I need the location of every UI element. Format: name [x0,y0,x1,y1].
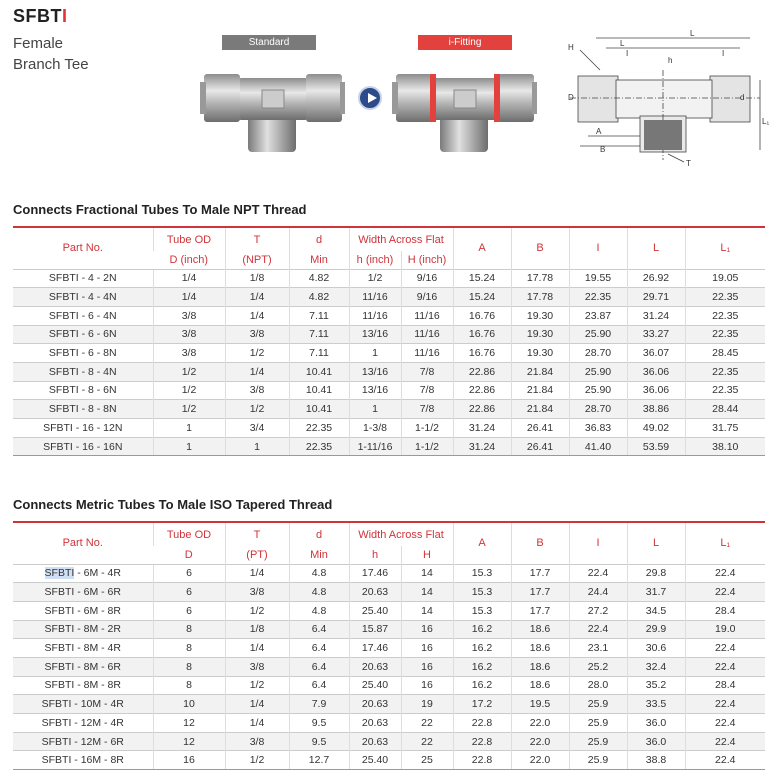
value-cell: 13/16 [349,325,401,344]
value-cell: 17.46 [349,564,401,583]
table-row [13,419,765,438]
value-cell: 7/8 [401,400,453,419]
value-cell: 22.35 [685,306,765,325]
value-cell: 16 [153,751,225,770]
value-cell: 17.7 [511,583,569,602]
value-cell: 15.24 [453,269,511,288]
svg-text:I: I [626,49,629,58]
value-cell: 19.55 [569,269,627,288]
value-cell: 22.4 [685,695,765,714]
value-cell: 25.9 [569,695,627,714]
part-number-cell: SFBTI - 8M - 4R [13,639,153,658]
table-row [13,657,765,676]
svg-text:L: L [620,39,625,48]
value-cell: 38.10 [685,437,765,456]
value-cell: 19.30 [511,306,569,325]
value-cell: 3/4 [225,419,289,438]
value-cell: 35.2 [627,676,685,695]
value-cell: 15.3 [453,601,511,620]
value-cell: 16 [401,657,453,676]
part-number-cell: SFBTI - 10M - 4R [13,695,153,714]
value-cell: 36.07 [627,344,685,363]
value-cell: 22.35 [289,437,349,456]
table-row [13,362,765,381]
value-cell: 22.35 [685,288,765,307]
value-cell: 23.1 [569,639,627,658]
value-cell: 22 [401,732,453,751]
standard-label: Standard [222,35,316,50]
value-cell: 6.4 [289,676,349,695]
value-cell: 1/4 [153,269,225,288]
value-cell: 22.4 [569,620,627,639]
table-row [13,306,765,325]
value-cell: 20.63 [349,657,401,676]
svg-text:d: d [740,93,745,102]
svg-text:T: T [686,159,691,168]
value-cell: 31.7 [627,583,685,602]
value-cell: 1/4 [225,564,289,583]
value-cell: 18.6 [511,676,569,695]
value-cell: 18.6 [511,620,569,639]
value-cell: 26.41 [511,437,569,456]
svg-text:B: B [600,145,606,154]
value-cell: 9.5 [289,714,349,733]
value-cell: 31.75 [685,419,765,438]
value-cell: 3/8 [225,732,289,751]
value-cell: 25.40 [349,751,401,770]
value-cell: 15.3 [453,564,511,583]
value-cell: 36.0 [627,732,685,751]
value-cell: 21.84 [511,400,569,419]
value-cell: 1-1/2 [401,437,453,456]
part-number-cell: SFBTI - 6 - 8N [13,344,153,363]
table1-body [13,269,765,456]
value-cell: 22.8 [453,732,511,751]
value-cell: 29.9 [627,620,685,639]
value-cell: 11/16 [401,344,453,363]
value-cell: 20.63 [349,583,401,602]
value-cell: 53.59 [627,437,685,456]
table-row [13,639,765,658]
value-cell: 36.06 [627,381,685,400]
part-number-cell: SFBTI - 4 - 4N [13,288,153,307]
table-row [13,583,765,602]
value-cell: 14 [401,583,453,602]
standard-tee-photo [200,60,345,160]
part-number-cell: SFBTI - 16M - 8R [13,751,153,770]
value-cell: 33.27 [627,325,685,344]
table1-title: Connects Fractional Tubes To Male NPT Thread [13,202,307,217]
value-cell: 23.87 [569,306,627,325]
value-cell: 11/16 [349,306,401,325]
value-cell: 25.90 [569,362,627,381]
value-cell: 25.40 [349,676,401,695]
value-cell: 18.6 [511,639,569,658]
value-cell: 6 [153,601,225,620]
value-cell: 3/8 [225,583,289,602]
table-row [13,288,765,307]
value-cell: 22.4 [685,583,765,602]
part-number-cell: SFBTI - 8M - 6R [13,657,153,676]
value-cell: 1/8 [225,620,289,639]
value-cell: 24.4 [569,583,627,602]
value-cell: 8 [153,657,225,676]
value-cell: 22.35 [685,381,765,400]
value-cell: 1-1/2 [401,419,453,438]
value-cell: 19.05 [685,269,765,288]
value-cell: 17.7 [511,564,569,583]
value-cell: 1/2 [225,400,289,419]
table2-title: Connects Metric Tubes To Male ISO Tapered Thread [13,497,333,512]
value-cell: 9/16 [401,288,453,307]
value-cell: 3/8 [153,306,225,325]
value-cell: 1/2 [349,269,401,288]
table-row [13,695,765,714]
value-cell: 22.4 [685,657,765,676]
value-cell: 1/2 [153,362,225,381]
part-number-cell: SFBTI - 6M - 8R [13,601,153,620]
value-cell: 22.35 [685,325,765,344]
part-number-cell: SFBTI - 6M - 6R [13,583,153,602]
value-cell: 25.9 [569,732,627,751]
value-cell: 13/16 [349,381,401,400]
value-cell: 1/2 [225,344,289,363]
value-cell: 22.4 [685,564,765,583]
value-cell: 16 [401,676,453,695]
value-cell: 11/16 [401,325,453,344]
value-cell: 34.5 [627,601,685,620]
value-cell: 22.4 [685,751,765,770]
part-number-cell: SFBTI - 8M - 2R [13,620,153,639]
value-cell: 16.76 [453,325,511,344]
value-cell: 7/8 [401,362,453,381]
value-cell: 4.8 [289,564,349,583]
part-number-cell: SFBTI - 8M - 8R [13,676,153,695]
ifitting-label: i-Fitting [418,35,512,50]
value-cell: 19.5 [511,695,569,714]
value-cell: 1/4 [225,639,289,658]
value-cell: 29.8 [627,564,685,583]
product-subtitle: Female Branch Tee [13,35,89,73]
value-cell: 28.70 [569,344,627,363]
value-cell: 1/2 [225,601,289,620]
value-cell: 15.24 [453,288,511,307]
table-row [13,269,765,288]
value-cell: 22.0 [511,714,569,733]
value-cell: 26.92 [627,269,685,288]
value-cell: 1/2 [225,751,289,770]
value-cell: 6.4 [289,657,349,676]
value-cell: 1/8 [225,269,289,288]
value-cell: 16.2 [453,620,511,639]
value-cell: 10.41 [289,400,349,419]
value-cell: 7.11 [289,306,349,325]
value-cell: 22.86 [453,400,511,419]
part-number-cell: SFBTI - 16 - 16N [13,437,153,456]
table-row [13,732,765,751]
value-cell: 10.41 [289,362,349,381]
value-cell: 32.4 [627,657,685,676]
svg-text:h: h [668,56,673,65]
value-cell: 19 [401,695,453,714]
value-cell: 8 [153,639,225,658]
value-cell: 13/16 [349,362,401,381]
svg-text:D: D [568,93,574,102]
value-cell: 30.6 [627,639,685,658]
table-row [13,601,765,620]
dimension-drawing [560,30,768,170]
value-cell: 22.4 [569,564,627,583]
value-cell: 25.2 [569,657,627,676]
part-number-cell: SFBTI - 8 - 6N [13,381,153,400]
value-cell: 8 [153,676,225,695]
value-cell: 29.71 [627,288,685,307]
value-cell: 41.40 [569,437,627,456]
value-cell: 4.8 [289,601,349,620]
value-cell: 3/8 [225,381,289,400]
value-cell: 21.84 [511,381,569,400]
svg-text:H: H [568,43,574,52]
value-cell: 22.35 [685,362,765,381]
fractional-spec-table: Part No. Tube OD T d Width Across Flat A B I L L₁ D (inch) (NPT) Min h (inch) H (inch) SFBTI - 4 - 2N 1/4 1/8 4.82 1/2 9/16 15.24 17.78 19.55 26.92 19.05 SFBTI - 4 - 4N 1/4 1/4 4.82 11/16 9/16 15.24 17.78 22.35 29.71 22.35 SFBTI - 6 - 4N 3/8 1/4 7.11 11/16 11/16 16.76 19.30 23.87 31.24 22.35 SFBTI - 6 - 6N 3/8 3/8 7.11 13/16 11/16 16.76 19.30 25.90 33.27 22.35 SFBTI - 6 - 8N 3/8 1/2 7.11 1 11/16 16.76 19.30 28.70 36.07 28.45 SFBTI - 8 - 4N 1/2 1/4 10.41 13/16 7/8 22.86 21.84 25.90 36.06 22.35 SFBTI - 8 - 6N 1/2 3/8 10.41 13/16 7/8 22.86 21.84 25.90 36.06 22.35 SFBTI - 8 - 8N 1/2 1/2 10.41 1 7/8 22.86 21.84 28.70 38.86 28.44 SFBTI - 16 - 12N 1 3/4 22.35 1-3/8 1-1/2 31.24 26.41 36.83 49.02 31.75 SFBTI - 16 - 16N 1 1 22.35 1-11/16 1-1/2 31.24 26.41 41.40 53.59 38.10 [13,226,765,456]
value-cell: 12 [153,714,225,733]
value-cell: 6 [153,583,225,602]
part-number-cell: SFBTI - 6 - 4N [13,306,153,325]
value-cell: 33.5 [627,695,685,714]
value-cell: 1 [153,437,225,456]
value-cell: 9/16 [401,269,453,288]
value-cell: 1/4 [225,714,289,733]
value-cell: 20.63 [349,695,401,714]
value-cell: 7.11 [289,325,349,344]
value-cell: 19.0 [685,620,765,639]
value-cell: 17.2 [453,695,511,714]
value-cell: 1-3/8 [349,419,401,438]
value-cell: 12 [153,732,225,751]
value-cell: 8 [153,620,225,639]
table-row [13,325,765,344]
value-cell: 31.24 [453,419,511,438]
svg-text:L₁: L₁ [762,117,769,126]
part-number-cell: SFBTI - 12M - 6R [13,732,153,751]
value-cell: 3/8 [153,325,225,344]
value-cell: 14 [401,564,453,583]
value-cell: 4.82 [289,288,349,307]
metric-spec-table: Part No. Tube OD T d Width Across Flat A B I L L₁ D (PT) Min h H SFBTI - 6M - 4R 6 1/4 4.8 17.46 14 15.3 17.7 22.4 29.8 22.4 SFBTI - 6M - 6R 6 3/8 4.8 20.63 14 15.3 17.7 24.4 31.7 22.4 SFBTI - 6M - 8R 6 1/2 4.8 25.40 14 15.3 17.7 27.2 34.5 28.4 SFBTI - 8M - 2R 8 1/8 6.4 15.87 16 16.2 18.6 22.4 29.9 19.0 SFBTI - 8M - 4R 8 1/4 6.4 17.46 16 16.2 18.6 23.1 30.6 22.4 SFBTI - 8M - 6R 8 3/8 6.4 20.63 16 16.2 18.6 25.2 32.4 22.4 SFBTI - 8M - 8R 8 1/2 6.4 25.40 16 16.2 18.6 28.0 35.2 28.4 SFBTI - 10M - 4R 10 1/4 7.9 20.63 19 17.2 19.5 25.9 33.5 22.4 SFBTI - 12M - 4R 12 1/4 9.5 20.63 22 22.8 22.0 25.9 36.0 22.4 SFBTI - 12M - 6R 12 3/8 9.5 20.63 22 22.8 22.0 25.9 36.0 22.4 SFBTI - 16M - 8R 16 1/2 12.7 25.40 25 22.8 22.0 25.9 38.8 22.4 [13,521,765,770]
value-cell: 16 [401,639,453,658]
value-cell: 36.0 [627,714,685,733]
value-cell: 7.11 [289,344,349,363]
value-cell: 3/8 [153,344,225,363]
product-title: SFBTI [13,6,68,26]
value-cell: 1 [349,400,401,419]
value-cell: 4.8 [289,583,349,602]
value-cell: 6 [153,564,225,583]
value-cell: 16 [401,620,453,639]
value-cell: 16.76 [453,306,511,325]
value-cell: 17.7 [511,601,569,620]
value-cell: 25.90 [569,381,627,400]
value-cell: 16.2 [453,657,511,676]
value-cell: 15.87 [349,620,401,639]
value-cell: 19.30 [511,325,569,344]
value-cell: 1 [349,344,401,363]
value-cell: 20.63 [349,714,401,733]
value-cell: 1/2 [153,400,225,419]
value-cell: 36.83 [569,419,627,438]
value-cell: 22.4 [685,639,765,658]
value-cell: 38.86 [627,400,685,419]
value-cell: 26.41 [511,419,569,438]
value-cell: 1/4 [225,288,289,307]
table-row [13,714,765,733]
value-cell: 1/2 [153,381,225,400]
value-cell: 22 [401,714,453,733]
value-cell: 1/4 [225,695,289,714]
value-cell: 28.4 [685,676,765,695]
value-cell: 6.4 [289,620,349,639]
table-row [13,676,765,695]
value-cell: 25.9 [569,714,627,733]
value-cell: 28.70 [569,400,627,419]
part-number-cell: SFBTI - 6 - 6N [13,325,153,344]
value-cell: 22.8 [453,714,511,733]
play-arrow-icon [358,86,382,110]
value-cell: 27.2 [569,601,627,620]
value-cell: 22.0 [511,751,569,770]
ifitting-tee-photo [392,60,537,160]
value-cell: 22.8 [453,751,511,770]
value-cell: 6.4 [289,639,349,658]
value-cell: 16.2 [453,676,511,695]
value-cell: 1 [153,419,225,438]
value-cell: 36.06 [627,362,685,381]
table-row [13,400,765,419]
value-cell: 38.8 [627,751,685,770]
value-cell: 3/8 [225,325,289,344]
value-cell: 28.44 [685,400,765,419]
part-number-cell: SFBTI - 16 - 12N [13,419,153,438]
value-cell: 28.4 [685,601,765,620]
value-cell: 25.90 [569,325,627,344]
value-cell: 11/16 [349,288,401,307]
value-cell: 22.35 [569,288,627,307]
value-cell: 49.02 [627,419,685,438]
value-cell: 1/4 [225,306,289,325]
table-row [13,437,765,456]
value-cell: 28.0 [569,676,627,695]
value-cell: 9.5 [289,732,349,751]
table-row [13,381,765,400]
value-cell: 25 [401,751,453,770]
value-cell: 22.4 [685,714,765,733]
svg-text:A: A [596,127,602,136]
part-number-cell: SFBTI - 8 - 8N [13,400,153,419]
value-cell: 7.9 [289,695,349,714]
value-cell: 22.86 [453,381,511,400]
part-number-cell: SFBTI - 12M - 4R [13,714,153,733]
value-cell: 19.30 [511,344,569,363]
value-cell: 22.4 [685,732,765,751]
value-cell: 22.0 [511,732,569,751]
value-cell: 3/8 [225,657,289,676]
value-cell: 18.6 [511,657,569,676]
part-number-cell: SFBTI - 4 - 2N [13,269,153,288]
value-cell: 25.9 [569,751,627,770]
value-cell: 17.78 [511,269,569,288]
value-cell: 21.84 [511,362,569,381]
value-cell: 4.82 [289,269,349,288]
table-row [13,344,765,363]
table2-body [13,564,765,770]
value-cell: 1-11/16 [349,437,401,456]
part-number-cell: SFBTI - 8 - 4N [13,362,153,381]
value-cell: 17.78 [511,288,569,307]
value-cell: 16.76 [453,344,511,363]
value-cell: 31.24 [627,306,685,325]
value-cell: 7/8 [401,381,453,400]
value-cell: 16.2 [453,639,511,658]
value-cell: 20.63 [349,732,401,751]
value-cell: 1/4 [225,362,289,381]
value-cell: 1/2 [225,676,289,695]
value-cell: 14 [401,601,453,620]
value-cell: 22.86 [453,362,511,381]
value-cell: 12.7 [289,751,349,770]
value-cell: 10 [153,695,225,714]
table-row [13,620,765,639]
svg-text:I: I [722,49,725,58]
table-row [13,751,765,770]
part-number-cell: SFBTI - 6M - 4R [13,564,153,583]
value-cell: 25.40 [349,601,401,620]
value-cell: 28.45 [685,344,765,363]
value-cell: 11/16 [401,306,453,325]
svg-text:L: L [690,29,695,38]
value-cell: 1 [225,437,289,456]
value-cell: 31.24 [453,437,511,456]
value-cell: 1/4 [153,288,225,307]
value-cell: 15.3 [453,583,511,602]
value-cell: 10.41 [289,381,349,400]
value-cell: 22.35 [289,419,349,438]
highlighted-text[interactable]: SFBTI [44,567,75,580]
value-cell: 17.46 [349,639,401,658]
table-row [13,564,765,583]
